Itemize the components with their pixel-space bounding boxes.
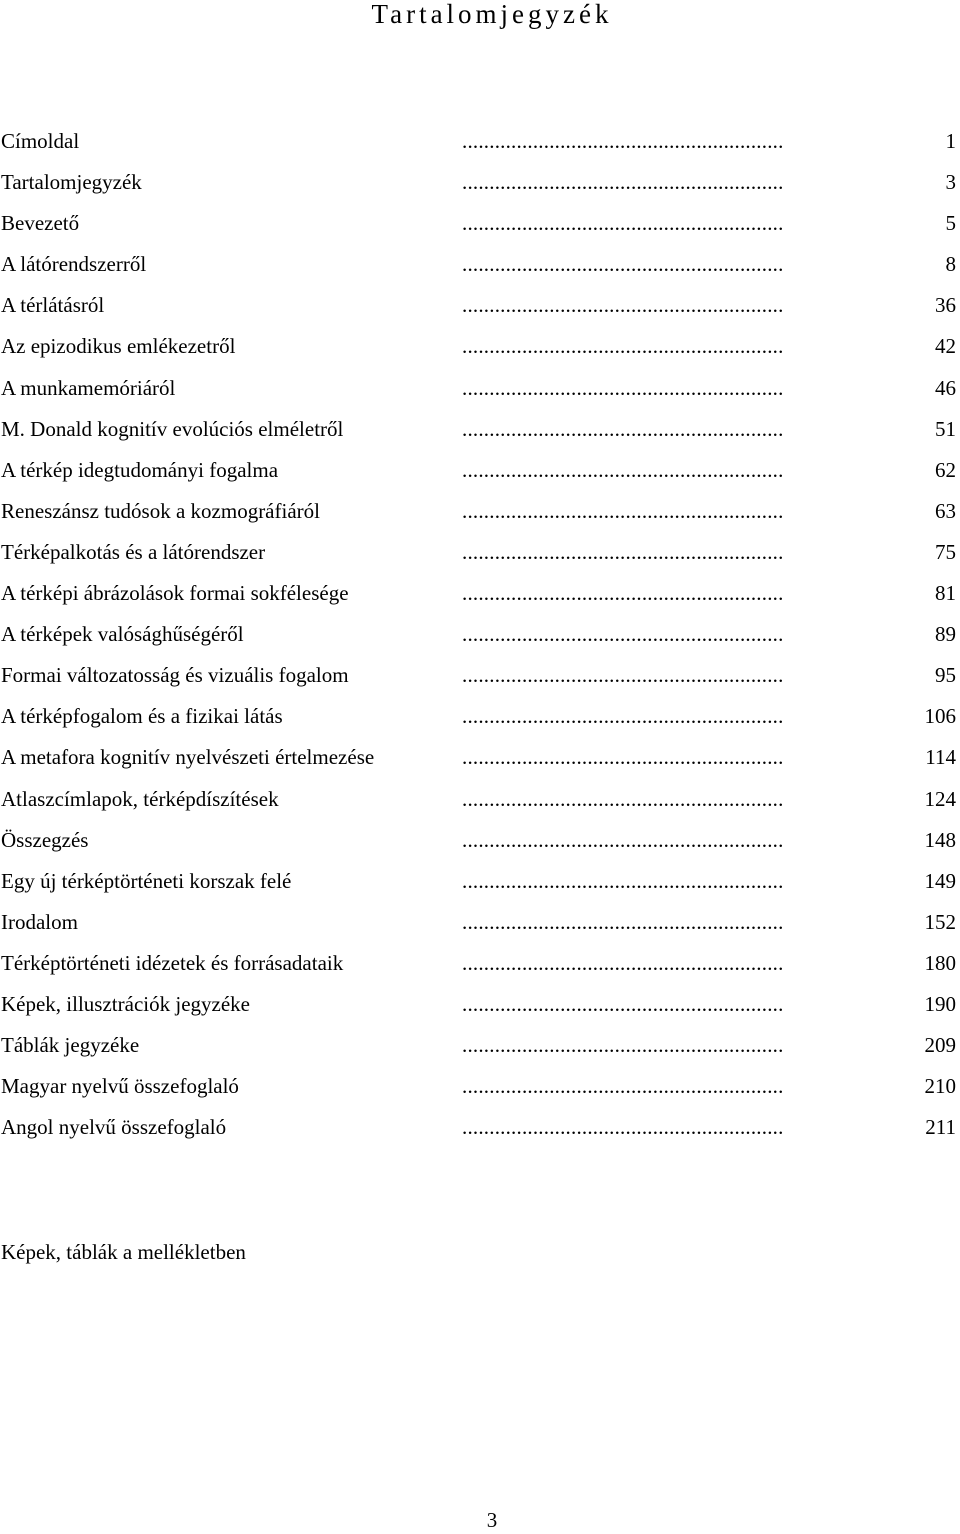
page-number: 3 xyxy=(486,1508,498,1532)
toc-row xyxy=(0,532,960,573)
toc-leader-dots: ........................................................... xyxy=(462,868,784,893)
toc-row xyxy=(0,1025,960,1066)
toc-row xyxy=(0,779,960,820)
toc-leader-dots: ........................................................... xyxy=(462,622,784,647)
toc-row xyxy=(0,943,960,984)
toc-row xyxy=(0,696,960,737)
toc-row xyxy=(0,1107,960,1148)
toc-row xyxy=(0,737,960,778)
toc-page-number: 63 xyxy=(935,498,956,523)
toc-row xyxy=(0,861,960,902)
toc-entry-title: Képek, illusztrációk jegyzéke xyxy=(1,991,250,1016)
toc-row xyxy=(0,244,960,285)
toc-page-number: 81 xyxy=(935,581,956,606)
toc-leader-dots: ........................................................... xyxy=(462,950,784,975)
toc-page-number: 106 xyxy=(924,704,956,729)
toc-leader-dots: ........................................................... xyxy=(462,170,784,195)
toc-entry-title: Címoldal xyxy=(1,129,80,153)
toc-page-number: 209 xyxy=(924,1033,956,1058)
toc-entry-title: Táblák jegyzéke xyxy=(1,1033,140,1058)
toc-page-number: 124 xyxy=(924,786,956,811)
toc-leader-dots: ........................................................... xyxy=(462,1074,784,1099)
toc-page-number: 46 xyxy=(935,375,956,400)
toc-row xyxy=(0,162,960,203)
toc-row xyxy=(0,573,960,614)
toc-entry-title: M. Donald kognitív evolúciós elméletről xyxy=(1,416,344,441)
toc-page-number: 95 xyxy=(935,663,956,688)
toc-leader-dots: ........................................................... xyxy=(462,704,784,729)
toc-entry-title: Összegzés xyxy=(1,827,89,852)
toc-leader-dots: ........................................................... xyxy=(462,1115,784,1140)
toc-leader-dots: ........................................................... xyxy=(462,581,784,606)
toc-entry-title: Térképtörténeti idézetek és forrásadataik xyxy=(1,950,344,975)
toc-row xyxy=(0,326,960,367)
toc-entry-title: A térképek valósághűségéről xyxy=(1,622,244,647)
toc-entry-title: A munkamemóriáról xyxy=(1,375,176,400)
toc-page-number: 89 xyxy=(935,622,956,647)
toc-entry-title: A metafora kognitív nyelvészeti értelmezése xyxy=(1,745,375,770)
toc-row xyxy=(0,409,960,450)
toc-entry-title: A látórendszerről xyxy=(1,252,147,277)
toc-leader-dots: ........................................................... xyxy=(462,1033,784,1058)
toc-leader-dots: ........................................................... xyxy=(462,293,784,318)
toc-entry-title: Magyar nyelvű összefoglaló xyxy=(1,1074,239,1099)
toc-entry-title: A térképi ábrázolások formai sokfélesége xyxy=(1,581,349,606)
toc-leader-dots: ........................................................... xyxy=(462,416,784,441)
toc-entry-title: Tartalomjegyzék xyxy=(1,170,142,195)
toc-leader-dots: ........................................................... xyxy=(462,252,784,277)
toc-leader-dots: ........................................................... xyxy=(462,334,784,359)
toc-entry-title: A térlátásról xyxy=(1,293,105,318)
toc-entry-title: Reneszánsz tudósok a kozmográfiáról xyxy=(1,498,320,523)
table-of-contents xyxy=(0,121,960,1148)
page-title: Tartalomjegyzék xyxy=(371,0,613,29)
toc-row xyxy=(0,121,960,162)
toc-row xyxy=(0,820,960,861)
toc-entry-title: Atlaszcímlapok, térképdíszítések xyxy=(1,786,279,811)
toc-page-number: 36 xyxy=(935,293,956,318)
toc-page-number: 8 xyxy=(945,252,956,277)
toc-page-number: 211 xyxy=(925,1115,956,1140)
toc-entry-title: Irodalom xyxy=(1,909,78,934)
toc-page-number: 190 xyxy=(924,991,956,1016)
toc-row xyxy=(0,450,960,491)
toc-leader-dots: ........................................................... xyxy=(462,909,784,934)
toc-leader-dots: ........................................................... xyxy=(462,375,784,400)
toc-leader-dots: ........................................................... xyxy=(462,786,784,811)
toc-leader-dots: ........................................................... xyxy=(462,991,784,1016)
toc-row xyxy=(0,984,960,1025)
toc-page-number: 75 xyxy=(935,539,956,564)
toc-page-number: 42 xyxy=(935,334,956,359)
toc-page-number: 62 xyxy=(935,457,956,482)
toc-row xyxy=(0,285,960,326)
toc-row xyxy=(0,614,960,655)
toc-entry-title: A térkép idegtudományi fogalma xyxy=(1,457,279,482)
toc-entry-title: Térképalkotás és a látórendszer xyxy=(1,539,266,564)
toc-leader-dots: ........................................................... xyxy=(462,211,784,236)
toc-page-number: 114 xyxy=(925,745,956,770)
toc-page-number: 210 xyxy=(924,1074,956,1099)
toc-entry-title: Angol nyelvű összefoglaló xyxy=(1,1115,227,1140)
toc-page-number: 51 xyxy=(935,416,956,441)
toc-leader-dots: ........................................................... xyxy=(462,129,784,153)
toc-row xyxy=(0,655,960,696)
toc-entry-title: Formai változatosság és vizuális fogalom xyxy=(1,663,349,688)
toc-page-number: 1 xyxy=(945,129,956,153)
toc-page-number: 3 xyxy=(945,170,956,195)
toc-page-number: 5 xyxy=(945,211,956,236)
toc-entry-title: Egy új térképtörténeti korszak felé xyxy=(1,868,292,893)
toc-entry-title: Az epizodikus emlékezetről xyxy=(1,334,236,359)
toc-page-number: 180 xyxy=(924,950,956,975)
toc-entry-title: A térképfogalom és a fizikai látás xyxy=(1,704,283,729)
toc-row xyxy=(0,1066,960,1107)
toc-page-number: 148 xyxy=(924,827,956,852)
toc-leader-dots: ........................................................... xyxy=(462,457,784,482)
toc-page-number: 152 xyxy=(924,909,956,934)
toc-leader-dots: ........................................................... xyxy=(462,745,784,770)
toc-entry-title: Bevezető xyxy=(1,211,80,236)
toc-leader-dots: ........................................................... xyxy=(462,539,784,564)
appendix-note: Képek, táblák a mellékletben xyxy=(1,1240,246,1264)
toc-row xyxy=(0,491,960,532)
toc-row xyxy=(0,902,960,943)
toc-row xyxy=(0,203,960,244)
toc-page-number: 149 xyxy=(924,868,956,893)
toc-leader-dots: ........................................................... xyxy=(462,663,784,688)
toc-row xyxy=(0,368,960,409)
toc-leader-dots: ........................................................... xyxy=(462,827,784,852)
toc-leader-dots: ........................................................... xyxy=(462,498,784,523)
